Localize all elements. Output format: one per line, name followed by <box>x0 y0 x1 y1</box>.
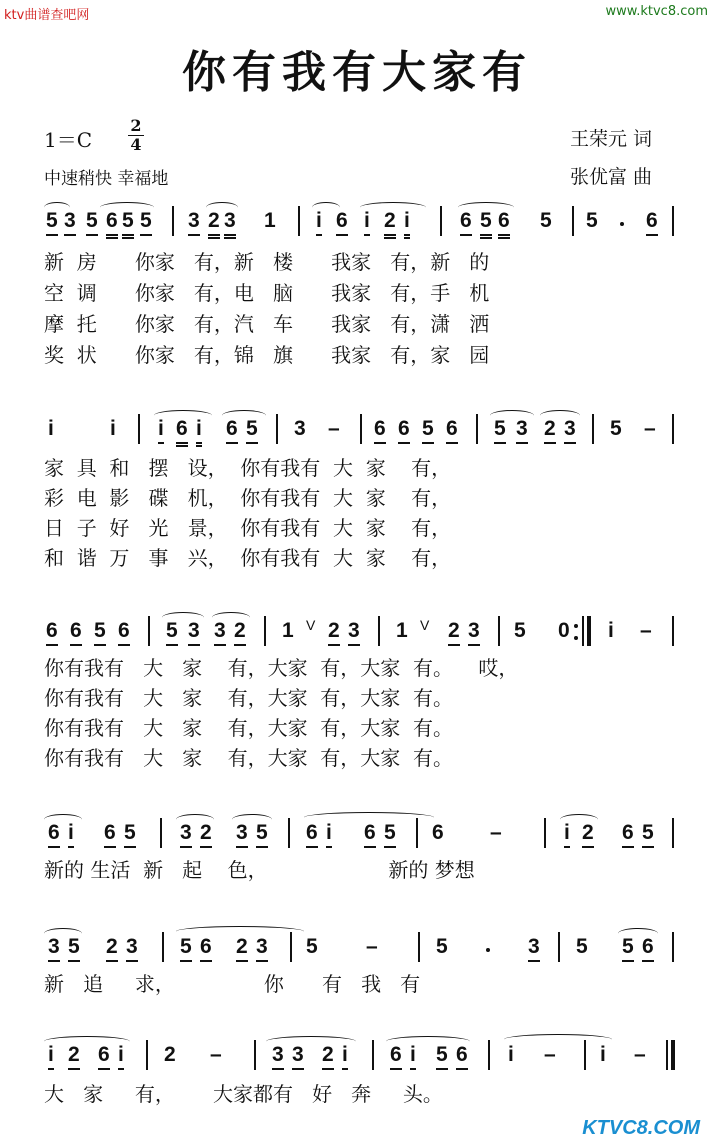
lyric-line-3-4: 你有我有 大 家 有，大家 有，大家 有。 <box>44 746 454 770</box>
note: 5 <box>46 210 58 236</box>
note: 5 <box>166 620 178 646</box>
notation-row-6 <box>0 1034 714 1074</box>
barline <box>476 414 478 444</box>
note: 6 <box>106 210 118 239</box>
barline <box>592 414 594 444</box>
notation-row-4 <box>0 812 714 852</box>
note: – <box>490 821 502 844</box>
repeat-barline <box>582 616 584 646</box>
barline <box>264 616 266 646</box>
note: 3 <box>214 620 226 646</box>
note: i <box>316 210 322 236</box>
note: 6 <box>46 620 58 646</box>
note: 6 <box>176 418 188 447</box>
barline <box>672 932 674 962</box>
barline <box>672 818 674 848</box>
note: 5 <box>436 1044 448 1070</box>
note: 3 <box>188 620 200 646</box>
note: 6 <box>98 1044 110 1070</box>
note: 5 <box>256 822 268 848</box>
note: 3 <box>468 620 480 646</box>
barline <box>276 414 278 444</box>
notation-row-1 <box>0 200 714 240</box>
final-barline-thin <box>666 1040 668 1070</box>
lyric-line-3-3: 你有我有 大 家 有，大家 有，大家 有。 <box>44 716 454 740</box>
lyric-line-3-1: 你有我有 大 家 有，大家 有，大家 有。 哎， <box>44 656 519 680</box>
note: 1 <box>282 619 294 642</box>
tempo-marking: 中速稍快 幸福地 <box>44 169 169 189</box>
note: 5 <box>610 417 622 440</box>
barline <box>416 818 418 848</box>
key-signature: 1＝C <box>44 128 93 152</box>
note: 0 <box>558 619 570 642</box>
watermark-left: ktv曲谱查吧网 <box>4 8 90 23</box>
lyric-line-2-4: 和 谐 万 事 兴， 你有我有 大 家 有， <box>44 546 452 570</box>
note: 2 <box>582 822 594 848</box>
barline <box>572 206 574 236</box>
note: 6 <box>306 822 318 848</box>
barline <box>298 206 300 236</box>
note: 2 <box>234 620 246 646</box>
note: i <box>364 210 370 236</box>
breath-mark: V <box>306 617 316 633</box>
note: 5 <box>246 418 258 444</box>
barline <box>498 616 500 646</box>
note: 6 <box>622 822 634 848</box>
note: 6 <box>498 210 510 239</box>
note: 5 <box>140 210 152 236</box>
note: 2 <box>200 822 212 848</box>
note: 3 <box>236 822 248 848</box>
note: 5 <box>642 822 654 848</box>
note: i <box>118 1044 124 1070</box>
note: 3 <box>64 210 76 236</box>
note: 3 <box>180 822 192 848</box>
note: 5 <box>180 936 192 962</box>
note: 5 <box>68 936 80 962</box>
barline <box>162 932 164 962</box>
note: – <box>328 417 340 440</box>
note: 6 <box>200 936 212 962</box>
note: 6 <box>446 418 458 444</box>
note: – <box>210 1043 222 1066</box>
notation-row-5 <box>0 926 714 966</box>
time-signature <box>128 118 144 153</box>
lyric-line-5-1: 新 追 求， 你 有 我 有 <box>44 972 421 996</box>
note: 2 <box>68 1044 80 1070</box>
note: i <box>326 822 332 848</box>
note: – <box>634 1043 646 1066</box>
notation-row-3 <box>0 610 714 650</box>
note: 3 <box>272 1044 284 1070</box>
lyric-line-2-1: 家 具 和 摆 设， 你有我有 大 家 有， <box>44 456 452 480</box>
note: 1 <box>264 209 276 232</box>
breath-mark: V <box>420 617 430 633</box>
note: 5 <box>422 418 434 444</box>
site-logo: KTVC8.COM <box>582 1117 700 1139</box>
note: – <box>544 1043 556 1066</box>
barline <box>254 1040 256 1070</box>
barline <box>146 1040 148 1070</box>
note: 2 <box>106 936 118 962</box>
lyric-line-1-3: 摩 托 你家 有，汽 车 我家 有，潇 洒 <box>44 312 490 336</box>
lyric-line-1-2: 空 调 你家 有，电 脑 我家 有，手 机 <box>44 281 490 305</box>
note: 6 <box>70 620 82 646</box>
barline <box>288 818 290 848</box>
time-signature-bottom: 4 <box>130 135 142 154</box>
note: i <box>68 822 74 848</box>
note: 3 <box>516 418 528 444</box>
note: 3 <box>348 620 360 646</box>
watermark-right: www.ktvc8.com <box>605 4 708 19</box>
note: 3 <box>48 936 60 962</box>
note: 2 <box>236 936 248 962</box>
note: 2 <box>164 1043 176 1066</box>
barline <box>440 206 442 236</box>
note: 5 <box>122 210 134 239</box>
note: 3 <box>564 418 576 444</box>
barline <box>488 1040 490 1070</box>
barline <box>672 206 674 236</box>
barline <box>672 616 674 646</box>
note: – <box>644 417 656 440</box>
note: 3 <box>256 936 268 962</box>
note: i <box>564 822 570 848</box>
notation-row-2 <box>0 408 714 448</box>
barline <box>418 932 420 962</box>
note: 3 <box>528 936 540 962</box>
note: 6 <box>336 210 348 236</box>
note: i <box>48 1044 54 1070</box>
note: i <box>158 418 164 444</box>
note: 5 <box>540 209 552 232</box>
note: i <box>48 417 54 440</box>
note: 3 <box>224 210 236 239</box>
lyric-line-6-1: 大 家 有， 大家都有 好 奔 头。 <box>44 1082 443 1106</box>
note: 6 <box>398 418 410 444</box>
note: 2 <box>384 210 396 239</box>
note: 5 <box>576 935 588 958</box>
barline <box>172 206 174 236</box>
note: i <box>410 1044 416 1070</box>
final-barline-thick <box>671 1040 675 1070</box>
barline <box>148 616 150 646</box>
augmentation-dot <box>620 222 624 226</box>
note: 3 <box>188 210 200 236</box>
barline <box>160 818 162 848</box>
note: i <box>196 418 202 447</box>
lyric-line-3-2: 你有我有 大 家 有，大家 有，大家 有。 <box>44 686 454 710</box>
note: 5 <box>384 822 396 848</box>
barline <box>558 932 560 962</box>
note: 5 <box>94 620 106 646</box>
lyric-line-1-1: 新 房 你家 有，新 楼 我家 有，新 的 <box>44 250 490 274</box>
note: 5 <box>586 209 598 232</box>
note: 6 <box>456 1044 468 1070</box>
barline <box>672 414 674 444</box>
barline <box>378 616 380 646</box>
augmentation-dot <box>486 948 490 952</box>
time-signature-top: 2 <box>130 116 142 135</box>
note: 6 <box>642 936 654 962</box>
note: 5 <box>306 935 318 958</box>
note: 2 <box>448 620 460 646</box>
note: 6 <box>118 620 130 646</box>
note: 6 <box>364 822 376 848</box>
lyric-line-1-4: 奖 状 你家 有，锦 旗 我家 有，家 园 <box>44 343 490 367</box>
song-title: 你有我有大家有 <box>182 47 532 98</box>
note: 6 <box>460 210 472 236</box>
note: 2 <box>328 620 340 646</box>
barline <box>290 932 292 962</box>
note: 2 <box>208 210 220 239</box>
note: 5 <box>622 936 634 962</box>
barline <box>584 1040 586 1070</box>
note: 6 <box>374 418 386 444</box>
lyric-line-2-2: 彩 电 影 碟 机， 你有我有 大 家 有， <box>44 486 452 510</box>
note: i <box>110 417 116 440</box>
note: i <box>342 1044 348 1070</box>
barline <box>360 414 362 444</box>
barline <box>372 1040 374 1070</box>
note: 5 <box>86 210 98 236</box>
note: i <box>508 1043 514 1066</box>
note: – <box>640 619 652 642</box>
note: 6 <box>390 1044 402 1070</box>
note: 5 <box>436 935 448 958</box>
note: i <box>600 1043 606 1066</box>
lyricist-credit: 王荣元 词 <box>570 128 653 150</box>
note: – <box>366 935 378 958</box>
note: 3 <box>126 936 138 962</box>
note: 1 <box>396 619 408 642</box>
repeat-dot <box>574 624 578 628</box>
composer-credit: 张优富 曲 <box>570 166 653 188</box>
tie <box>504 1034 612 1045</box>
note: 5 <box>514 619 526 642</box>
note: 5 <box>494 418 506 444</box>
barline <box>544 818 546 848</box>
note: 2 <box>322 1044 334 1070</box>
note: 6 <box>48 822 60 848</box>
note: 6 <box>646 210 658 236</box>
note: 3 <box>292 1044 304 1070</box>
note: i <box>404 210 410 239</box>
lyric-line-4-1: 新的 生活 新 起 色， 新的 梦想 <box>44 858 475 882</box>
note: 5 <box>480 210 492 239</box>
note: 5 <box>124 822 136 848</box>
repeat-dot <box>574 636 578 640</box>
repeat-barline-thick <box>587 616 591 646</box>
note: 3 <box>294 417 306 440</box>
note: 6 <box>226 418 238 444</box>
note: i <box>608 619 614 642</box>
note: 6 <box>104 822 116 848</box>
lyric-line-2-3: 日 子 好 光 景， 你有我有 大 家 有， <box>44 516 452 540</box>
note: 2 <box>544 418 556 444</box>
note: 6 <box>432 821 444 844</box>
barline <box>138 414 140 444</box>
